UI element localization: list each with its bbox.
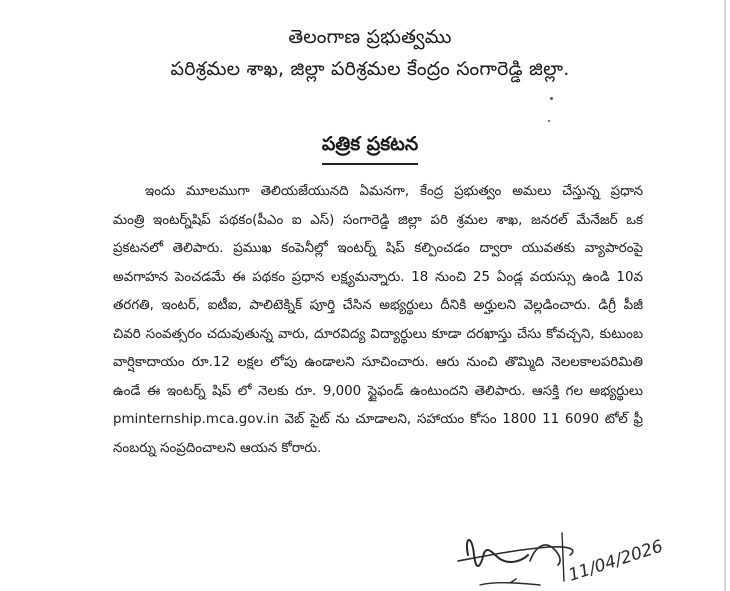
body-line-2: మంత్రి ఇంటర్న్‌షిప్ పథకం(పీఎం ఐ ఎస్) సంగారెడ్డి జిల్లా పరి శ్రమల శాఖ, జనరల్ మేనేజర్ ఒక	[113, 212, 643, 228]
press-release-title: పత్రిక ప్రకటన	[322, 133, 418, 165]
press-release-body	[113, 178, 643, 463]
body-line-4: అవగాహన పెంచడమే ఈ పథకం ప్రధాన లక్ష్యమన్నారు. 18 నుంచి 25 ఏండ్ల వయస్సు ఉండి 10వ	[113, 269, 643, 285]
body-line-10: నంబర్ను సంప్రదించాలని ఆయన కోరారు.	[113, 440, 322, 456]
body-line-8: ఉండే ఈ ఇంటర్న్ షిప్ లో నెలకు రూ. 9,000 స్టైఫండ్ ఉంటుందని తెలిపారు. ఆసక్తి గల అభ్యర్థులు	[113, 383, 643, 399]
body-line-6: చివరి సంవత్సరం చదువుతున్న వారు, దూరవిద్య విద్యార్థులు కూడా దరఖాస్తు చేసు కోవచ్చని, కుటుంబ	[113, 326, 643, 342]
scan-speck	[548, 120, 550, 122]
handwritten-signature	[450, 525, 666, 591]
title-container	[0, 133, 730, 165]
body-line-1: ఇందు మూలముగా తెలియజేయునది ఏమనగా, కేంద్ర ప్రభుత్వం అమలు చేస్తున్న ప్రధాన	[145, 184, 643, 199]
body-line-5: తరగతి, ఇంటర్, ఐటీఐ, పాలిటెక్నిక్ పూర్తి చేసిన అభ్యర్థులు దీనికి అర్హులని వెల్లడించారు. డిగ్రీ పీజీ	[113, 298, 643, 313]
body-line-3: ప్రకటనలో తెలిపారు. ప్రముఖ కంపెనీల్లో ఇంటర్న్ షిప్ కల్పించడం ద్వారా యువతకు వ్యాపారంపై	[113, 241, 643, 256]
body-line-9: pminternship.mca.gov.in వెబ్ సైట్ ను చూడాలని, సహాయం కోసం 1800 11 6090 టోల్ ఫ్రీ	[113, 412, 643, 427]
page-edge	[724, 0, 726, 591]
government-heading: తెలంగాణ ప్రభుత్వము	[288, 26, 452, 48]
signature-date: 11/04/2026	[566, 536, 666, 586]
body-line-7: వార్షికాదాయం రూ.12 లక్షల లోపు ఉండాలని సూచించారు. ఆరు నుంచి తొమ్మిది నెలలకాలపరిమితి	[113, 355, 643, 370]
department-heading: పరిశ్రమల శాఖ, జిల్లా పరిశ్రమల కేంద్రం సంగారెడ్డి జిల్లా.	[170, 58, 570, 80]
scan-speck	[550, 97, 553, 100]
